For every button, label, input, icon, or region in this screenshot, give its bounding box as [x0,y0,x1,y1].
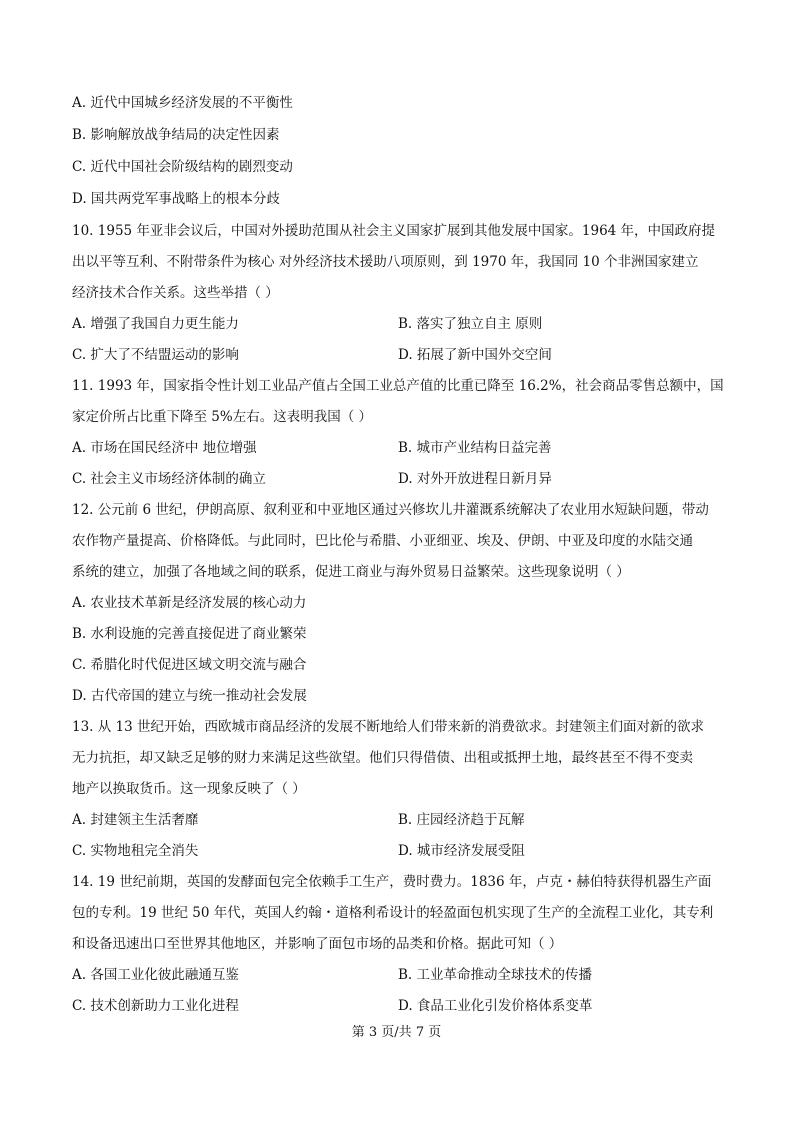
q9-option-b: B. 影响解放战争结局的决定性因素 [72,127,280,143]
q9-option-a: A. 近代中国城乡经济发展的不平衡性 [72,95,293,111]
q11-stem-line: 11. 1993 年，国家指令性计划工业品产值占全国工业总产值的比重已降至 16.2%，社会商品零售总额中，国 [72,378,724,394]
q10-option-a: A. 增强了我国自力更生能力 [72,316,239,332]
q10-option-d: D. 拓展了新中国外交空间 [398,347,552,363]
q13-option-c: C. 实物地租完全消失 [72,843,199,859]
q11-option-c: C. 社会主义市场经济体制的确立 [72,471,266,487]
q14-stem-line: 包的专利。19 世纪 50 年代，英国人约翰・道格利希设计的轻盈面包机实现了生产的全流程工业化，其专利 [72,905,714,921]
q10-stem-line: 10. 1955 年亚非会议后，中国对外援助范围从社会主义国家扩展到其他发展中国家。1964 年，中国政府提 [72,223,716,239]
q13-option-a: A. 封建领主生活奢靡 [72,812,199,828]
q12-stem-line: 12. 公元前 6 世纪，伊朗高原、叙利亚和中亚地区通过兴修坎儿井灌溉系统解决了农业用水短缺问题，带动 [72,502,709,518]
q10-stem-line: 经济技术合作关系。这些举措（ ） [72,285,279,301]
q12-stem-line: 农作物产量提高、价格降低。与此同时，巴比伦与希腊、小亚细亚、埃及、伊朗、中亚及印度的水陆交通 [72,533,693,549]
q13-stem-line: 无力抗拒，却又缺乏足够的财力来满足这些欲望。他们只得借债、出租或抵押土地，最终甚至不得不变卖 [72,750,693,766]
q14-option-a: A. 各国工业化彼此融通互鉴 [72,967,239,983]
q11-option-a: A. 市场在国民经济中 地位增强 [72,440,257,456]
q12-stem-line: 系统的建立，加强了各地域之间的联系，促进工商业与海外贸易日益繁荣。这些现象说明（ ） [72,564,630,580]
q12-option-c: C. 希腊化时代促进区域文明交流与融合 [72,657,307,673]
q13-stem-line: 13. 从 13 世纪开始，西欧城市商品经济的发展不断地给人们带来新的消费欲求。封建领主们面对新的欲求 [72,719,705,735]
q11-stem-line: 家定价所占比重下降至 5%左右。这表明我国（ ） [72,409,372,425]
q10-stem-line: 出以平等互利、不附带条件为核心 对外经济技术援助八项原则，到 1970 年，我国同 10 个非洲国家建立 [72,254,699,270]
q14-stem-line: 14. 19 世纪前期，英国的发酵面包完全依赖手工生产，费时费力。1836 年，卢克・赫伯特获得机器生产面 [72,874,712,890]
q12-option-a: A. 农业技术革新是经济发展的核心动力 [72,595,307,611]
q12-option-d: D. 古代帝国的建立与统一推动社会发展 [72,688,307,704]
q14-stem-line: 和设备迅速出口至世界其他地区，并影响了面包市场的品类和价格。据此可知（ ） [72,936,563,952]
page-number: 第 3 页/共 7 页 [351,1025,442,1040]
q9-option-d: D. 国共两党军事战略上的根本分歧 [72,191,280,207]
q14-option-c: C. 技术创新助力工业化进程 [72,998,239,1014]
q14-option-b: B. 工业革命推动全球技术的传播 [398,967,593,983]
q13-option-b: B. 庄园经济趋于瓦解 [398,812,525,828]
q12-option-b: B. 水利设施的完善直接促进了商业繁荣 [72,626,307,642]
q13-stem-line: 地产以换取货币。这一现象反映了（ ） [72,781,306,797]
q11-option-b: B. 城市产业结构日益完善 [398,440,552,456]
q9-option-c: C. 近代中国社会阶级结构的剧烈变动 [72,159,293,175]
q10-option-b: B. 落实了独立自主 原则 [398,316,543,332]
q10-option-c: C. 扩大了不结盟运动的影响 [72,347,239,363]
q11-option-d: D. 对外开放进程日新月异 [398,471,552,487]
q13-option-d: D. 城市经济发展受阻 [398,843,525,859]
q14-option-d: D. 食品工业化引发价格体系变革 [398,998,593,1014]
